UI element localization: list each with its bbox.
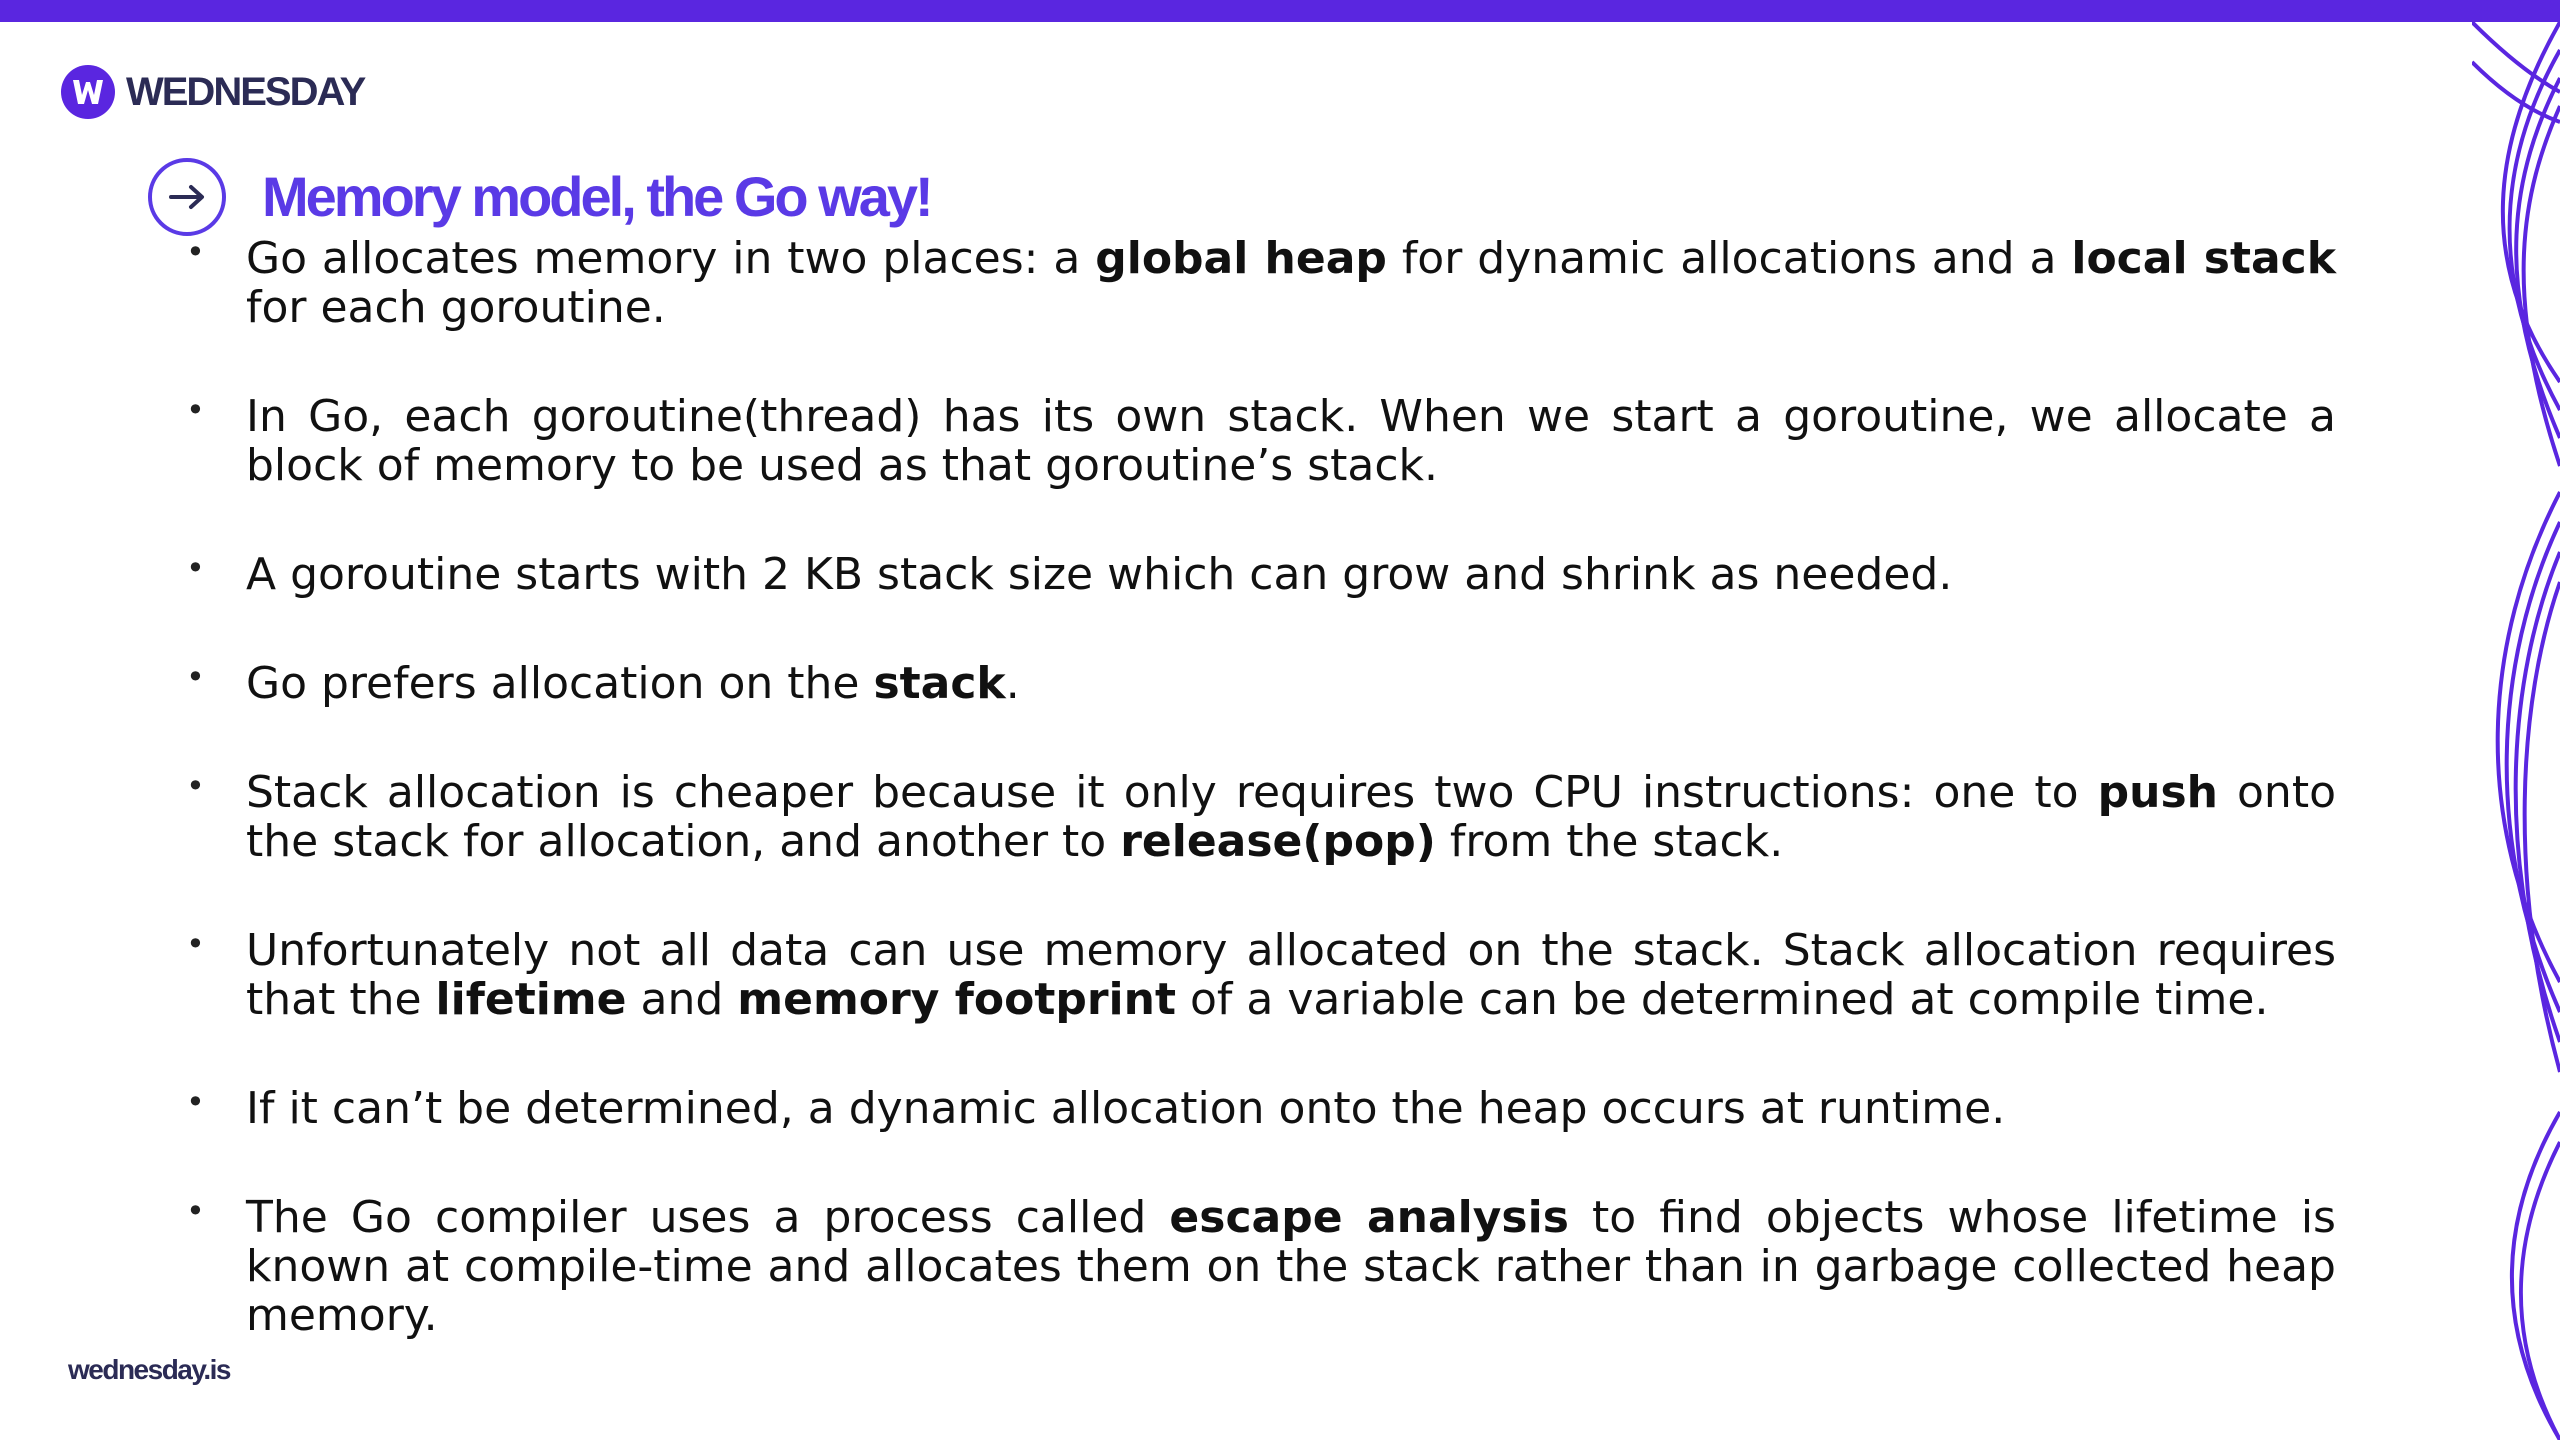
bullet-item xyxy=(186,392,2336,490)
slide-title: Memory model, the Go way! xyxy=(262,165,931,228)
footer-url: wednesday.is xyxy=(68,1354,231,1385)
bullet-text: A goroutine starts with 2 KB stack size which can grow and shrink as needed. xyxy=(246,549,1953,600)
bullet-item xyxy=(186,1084,2336,1133)
arrow-right-circle-icon xyxy=(146,156,228,238)
wave-decoration xyxy=(2472,22,2560,1440)
bullet-text: and xyxy=(626,974,738,1025)
bullet-item xyxy=(186,1193,2336,1340)
bullet-emphasis: global heap xyxy=(1095,233,1387,284)
brand-name: WEDNESDAY xyxy=(126,69,365,114)
bullet-text: for dynamic allocations and a xyxy=(1386,233,2072,284)
bullet-emphasis: lifetime xyxy=(435,974,627,1025)
bullet-item xyxy=(186,234,2336,332)
title-row xyxy=(146,156,931,238)
bullet-emphasis: release(pop) xyxy=(1120,816,1436,867)
top-accent-bar xyxy=(0,0,2560,22)
bullet-text: Go allocates memory in two places: a xyxy=(246,233,1096,284)
bullet-emphasis: stack xyxy=(873,658,1006,709)
bullet-text: The Go compiler uses a process called xyxy=(246,1192,1170,1243)
bullet-item xyxy=(186,659,2336,708)
bullet-text: to find objects whose lifetime is known at compile-time and allocates them on the stack rather than in garbage collected heap memory. xyxy=(246,1192,2336,1341)
bullet-item xyxy=(186,768,2336,866)
bullet-emphasis: escape analysis xyxy=(1169,1192,1569,1243)
bullet-text: for each goroutine. xyxy=(246,282,666,333)
bullet-emphasis: local stack xyxy=(2071,233,2337,284)
bullet-list xyxy=(186,234,2336,1340)
bullet-text: from the stack. xyxy=(1435,816,1784,867)
bullet-text: . xyxy=(1005,658,1020,709)
bullet-emphasis: memory footprint xyxy=(737,974,1176,1025)
bullet-item xyxy=(186,550,2336,599)
brand-logo xyxy=(60,64,364,120)
bullet-text: Unfortunately not all data can use memory allocated on the stack. Stack allocation requires that the xyxy=(246,925,2336,1025)
bullet-item xyxy=(186,926,2336,1024)
bullet-emphasis: push xyxy=(2097,767,2218,818)
bullet-text: Go prefers allocation on the xyxy=(246,658,874,709)
bullet-text: onto the stack for allocation, and another to xyxy=(246,767,2336,867)
bullet-text: If it can’t be determined, a dynamic allocation onto the heap occurs at runtime. xyxy=(246,1083,2006,1134)
wednesday-logo-icon xyxy=(60,64,116,120)
bullet-text: of a variable can be determined at compile time. xyxy=(1176,974,2269,1025)
bullet-text: Stack allocation is cheaper because it only requires two CPU instructions: one to xyxy=(246,767,2098,818)
bullet-text: In Go, each goroutine(thread) has its own stack. When we start a goroutine, we allocate a block of memory to be used as that goroutine’s stack. xyxy=(246,391,2336,491)
